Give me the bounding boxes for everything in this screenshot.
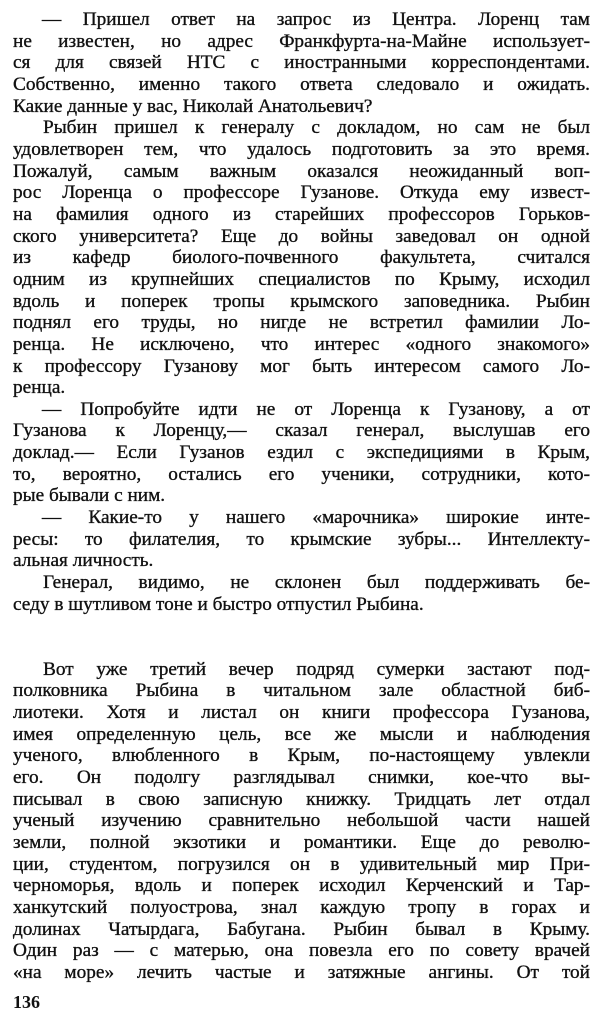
text-line: — Какие-то у нашего «марочника» широкие инте-	[42, 507, 590, 529]
text-line: ского университета? Еще до войны заведовал он одной	[13, 225, 590, 247]
text-line: альная личность.	[13, 550, 154, 572]
text-line: полковника Рыбина в читальном зале областной биб-	[13, 680, 590, 702]
dialogue-paragraph	[13, 507, 590, 572]
text-line: рос Лоренца о профессоре Гузанове. Откуда ему извест-	[13, 182, 590, 204]
text-line: Генерал, видимо, не склонен был поддерживать бе-	[43, 572, 590, 594]
text-line: вдоль и поперек тропы крымского заповедника. Рыбин	[13, 290, 590, 312]
dialogue-paragraph	[13, 399, 590, 507]
dialogue-paragraph	[13, 9, 590, 117]
text-line: доклад.— Если Гузанов ездил с экспедициями в Крым,	[13, 442, 590, 464]
text-line: не известен, но адрес Франкфурта-на-Майне использует-	[13, 30, 590, 52]
paragraph	[13, 117, 590, 399]
text-section	[13, 9, 590, 615]
text-line: Гузанова к Лоренцу,— сказал генерал, выслушав его	[13, 420, 590, 442]
text-line: то, вероятно, остались его ученики, сотрудники, кото-	[13, 463, 590, 485]
text-line: Вот уже третий вечер подряд сумерки застают под-	[43, 658, 590, 680]
text-line: ханкутский полуострова, знал каждую тропу в горах и	[13, 896, 590, 918]
section-break	[13, 615, 590, 658]
text-line: ученого, влюбленного в Крым, по-настоящему увлекли	[13, 745, 590, 767]
text-line: лиотеки. Хотя и листал он книги профессора Гузанова,	[13, 701, 590, 723]
book-page-text	[13, 9, 590, 984]
text-line: земли, полной экзотики и романтики. Еще до револю-	[13, 831, 590, 853]
text-line: Один раз — с матерью, она повезла его по совету врачей	[13, 940, 590, 962]
text-line: ренца. Не исключено, что интерес «одного знакомого»	[13, 333, 590, 355]
text-line: его. Он подолгу разглядывал снимки, кое-что вы-	[13, 766, 590, 788]
text-line: к профессору Гузанову мог быть интересом самого Ло-	[13, 355, 590, 377]
text-line: писывал в свою записную книжку. Тридцать лет отдал	[13, 788, 590, 810]
text-line: Какие данные у вас, Николай Анатольевич?	[13, 95, 373, 117]
text-line: ренца.	[13, 377, 66, 399]
text-section	[13, 659, 590, 984]
text-line: из кафедр биолого-почвенного факультета, считался	[13, 247, 590, 269]
text-line: долинах Чатырдага, Бабугана. Рыбин бывал в Крыму.	[13, 918, 590, 940]
text-line: — Пришел ответ на запрос из Центра. Лоренц там	[42, 9, 590, 30]
text-line: имея определенную цель, все же мысли и наблюдения	[13, 723, 590, 745]
text-line: «на море» лечить частые и затяжные ангины. От той	[13, 961, 590, 983]
text-line: Собственно, именно такого ответа следовало и ожидать.	[13, 73, 590, 95]
text-line: удовлетворен тем, что удалось подготовить за это время.	[13, 138, 590, 160]
page-number: 136	[13, 992, 40, 1012]
text-line: ции, студентом, погрузился он в удивительный мир При-	[13, 853, 590, 875]
paragraph	[13, 659, 590, 984]
text-line: седу в шутливом тоне и быстро отпустил Рыбина.	[13, 593, 424, 615]
text-line: ученый изучению сравнительно небольшой части нашей	[13, 810, 590, 832]
text-line: ресы: то филателия, то крымские зубры... Интеллекту-	[13, 528, 590, 550]
text-line: на фамилия одного из старейших профессоров Горьков-	[13, 203, 590, 225]
text-line: поднял его труды, но нигде не встретил фамилии Ло-	[13, 312, 590, 334]
paragraph	[13, 572, 590, 615]
text-line: рые бывали с ним.	[13, 485, 166, 507]
text-line: — Попробуйте идти не от Лоренца к Гузанову, а от	[42, 398, 590, 420]
text-line: Рыбин пришел к генералу с докладом, но сам не был	[43, 117, 590, 139]
text-line: Пожалуй, самым важным оказался неожиданный воп-	[13, 160, 590, 182]
text-line: черноморья, вдоль и поперек исходил Керченский и Тар-	[13, 875, 590, 897]
text-line: ся для связей НТС с иностранными корреспондентами.	[13, 52, 590, 74]
text-line: одним из крупнейших специалистов по Крыму, исходил	[13, 268, 590, 290]
